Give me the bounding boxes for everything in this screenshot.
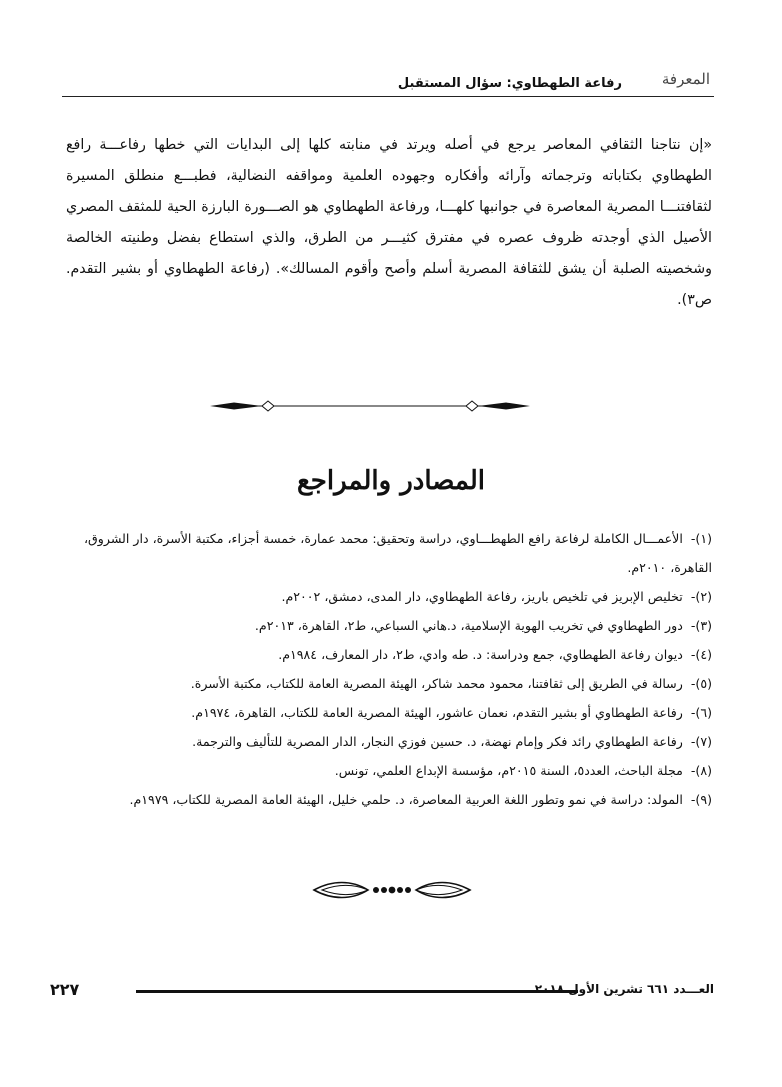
reference-text: تخليص الإبريز في تلخيص باريز، رفاعة الطهطاوي، دار المدى، دمشق، ٢٠٠٢م.	[281, 589, 683, 604]
page-number: ٢٢٧	[50, 980, 80, 999]
reference-number: (٣)-	[690, 618, 712, 633]
reference-text: المولد: دراسة في نمو وتطور اللغة العربية المعاصرة، د. حلمي خليل، الهيئة العامة المصرية للكتاب، ١٩٧٩م.	[129, 792, 683, 807]
reference-number: (٤)-	[690, 647, 712, 662]
reference-item	[60, 524, 712, 582]
running-header-title: رفاعة الطهطاوي: سؤال المستقبل	[397, 76, 622, 91]
reference-text: ديوان رفاعة الطهطاوي، جمع ودراسة: د. طه وادي، ط٢، دار المعارف، ١٩٨٤م.	[278, 647, 683, 662]
reference-item	[60, 698, 712, 727]
references-list	[60, 524, 712, 814]
reference-text: رفاعة الطهطاوي رائد فكر وإمام نهضة، د. حسين فوزي النجار، الدار المصرية للتأليف والترجمة.	[192, 734, 683, 749]
footer-rule	[136, 990, 578, 993]
page-footer	[50, 980, 714, 1004]
reference-item	[60, 756, 712, 785]
ornament-icon	[312, 876, 472, 904]
reference-item	[60, 640, 712, 669]
issue-info: العـــدد ٦٦١ تشرين الأول ٢٠١٨	[534, 982, 714, 996]
reference-number: (٦)-	[690, 705, 712, 720]
reference-item	[60, 611, 712, 640]
reference-number: (٩)-	[690, 792, 712, 807]
quote-paragraph: «إن نتاجنا الثقافي المعاصر يرجع في أصله ويرتد في منابته كلها إلى البدايات التي خطها رفاعـــة رافع الطهطاوي بكتاباته وترجماته وآرائه وأفكاره وجهوده العلمية ومواقفه النضالية، فطبـــع منطلق المسيرة لثقافتنـــا المصرية المعاصرة في جوانبها كلهـــا، ورفاعة الطهطاوي هو الصـــورة البارزة الحية للمثقف المصري الأصيل الذي أوجدته ظروف عصره في مفترق كثيـــر من الطرق، والذي استطاع بفضل وطنيته الخالصة وشخصيته الصلبة أن يشق للثقافة المصرية أسلم وأصح وأقوم المسالك». (رفاعة الطهطاوي أو بشير التقدم. ص٣).	[66, 137, 712, 308]
running-header	[62, 62, 714, 97]
reference-text: الأعمـــال الكاملة لرفاعة رافع الطهطـــاوي، دراسة وتحقيق: محمد عمارة، خمسة أجزاء، مكتبة الأسرة، دار الشروق، القاهرة، ٢٠١٠م.	[83, 531, 712, 575]
reference-item	[60, 727, 712, 756]
reference-item	[60, 785, 712, 814]
reference-text: مجلة الباحث، العدد٥، السنة ٢٠١٥م، مؤسسة الإبداع العلمي، تونس.	[334, 763, 683, 778]
reference-number: (١)-	[690, 531, 712, 546]
section-divider	[210, 396, 530, 416]
reference-number: (٥)-	[690, 676, 712, 691]
references-heading: المصادر والمراجع	[296, 466, 486, 496]
reference-text: دور الطهطاوي في تخريب الهوية الإسلامية، د.هاني السباعي، ط٢، القاهرة، ٢٠١٣م.	[254, 618, 683, 633]
reference-item	[60, 669, 712, 698]
reference-item	[60, 582, 712, 611]
reference-number: (٢)-	[690, 589, 712, 604]
reference-text: رسالة في الطريق إلى ثقافتنا، محمود محمد شاكر، الهيئة المصرية العامة للكتاب، مكتبة الأسرة.	[190, 676, 683, 691]
magazine-logo: المعرفة	[661, 70, 710, 88]
reference-text: رفاعة الطهطاوي أو بشير التقدم، نعمان عاشور، الهيئة المصرية العامة للكتاب، القاهرة، ١٩٧٤م.	[191, 705, 683, 720]
reference-number: (٨)-	[690, 763, 712, 778]
reference-number: (٧)-	[690, 734, 712, 749]
